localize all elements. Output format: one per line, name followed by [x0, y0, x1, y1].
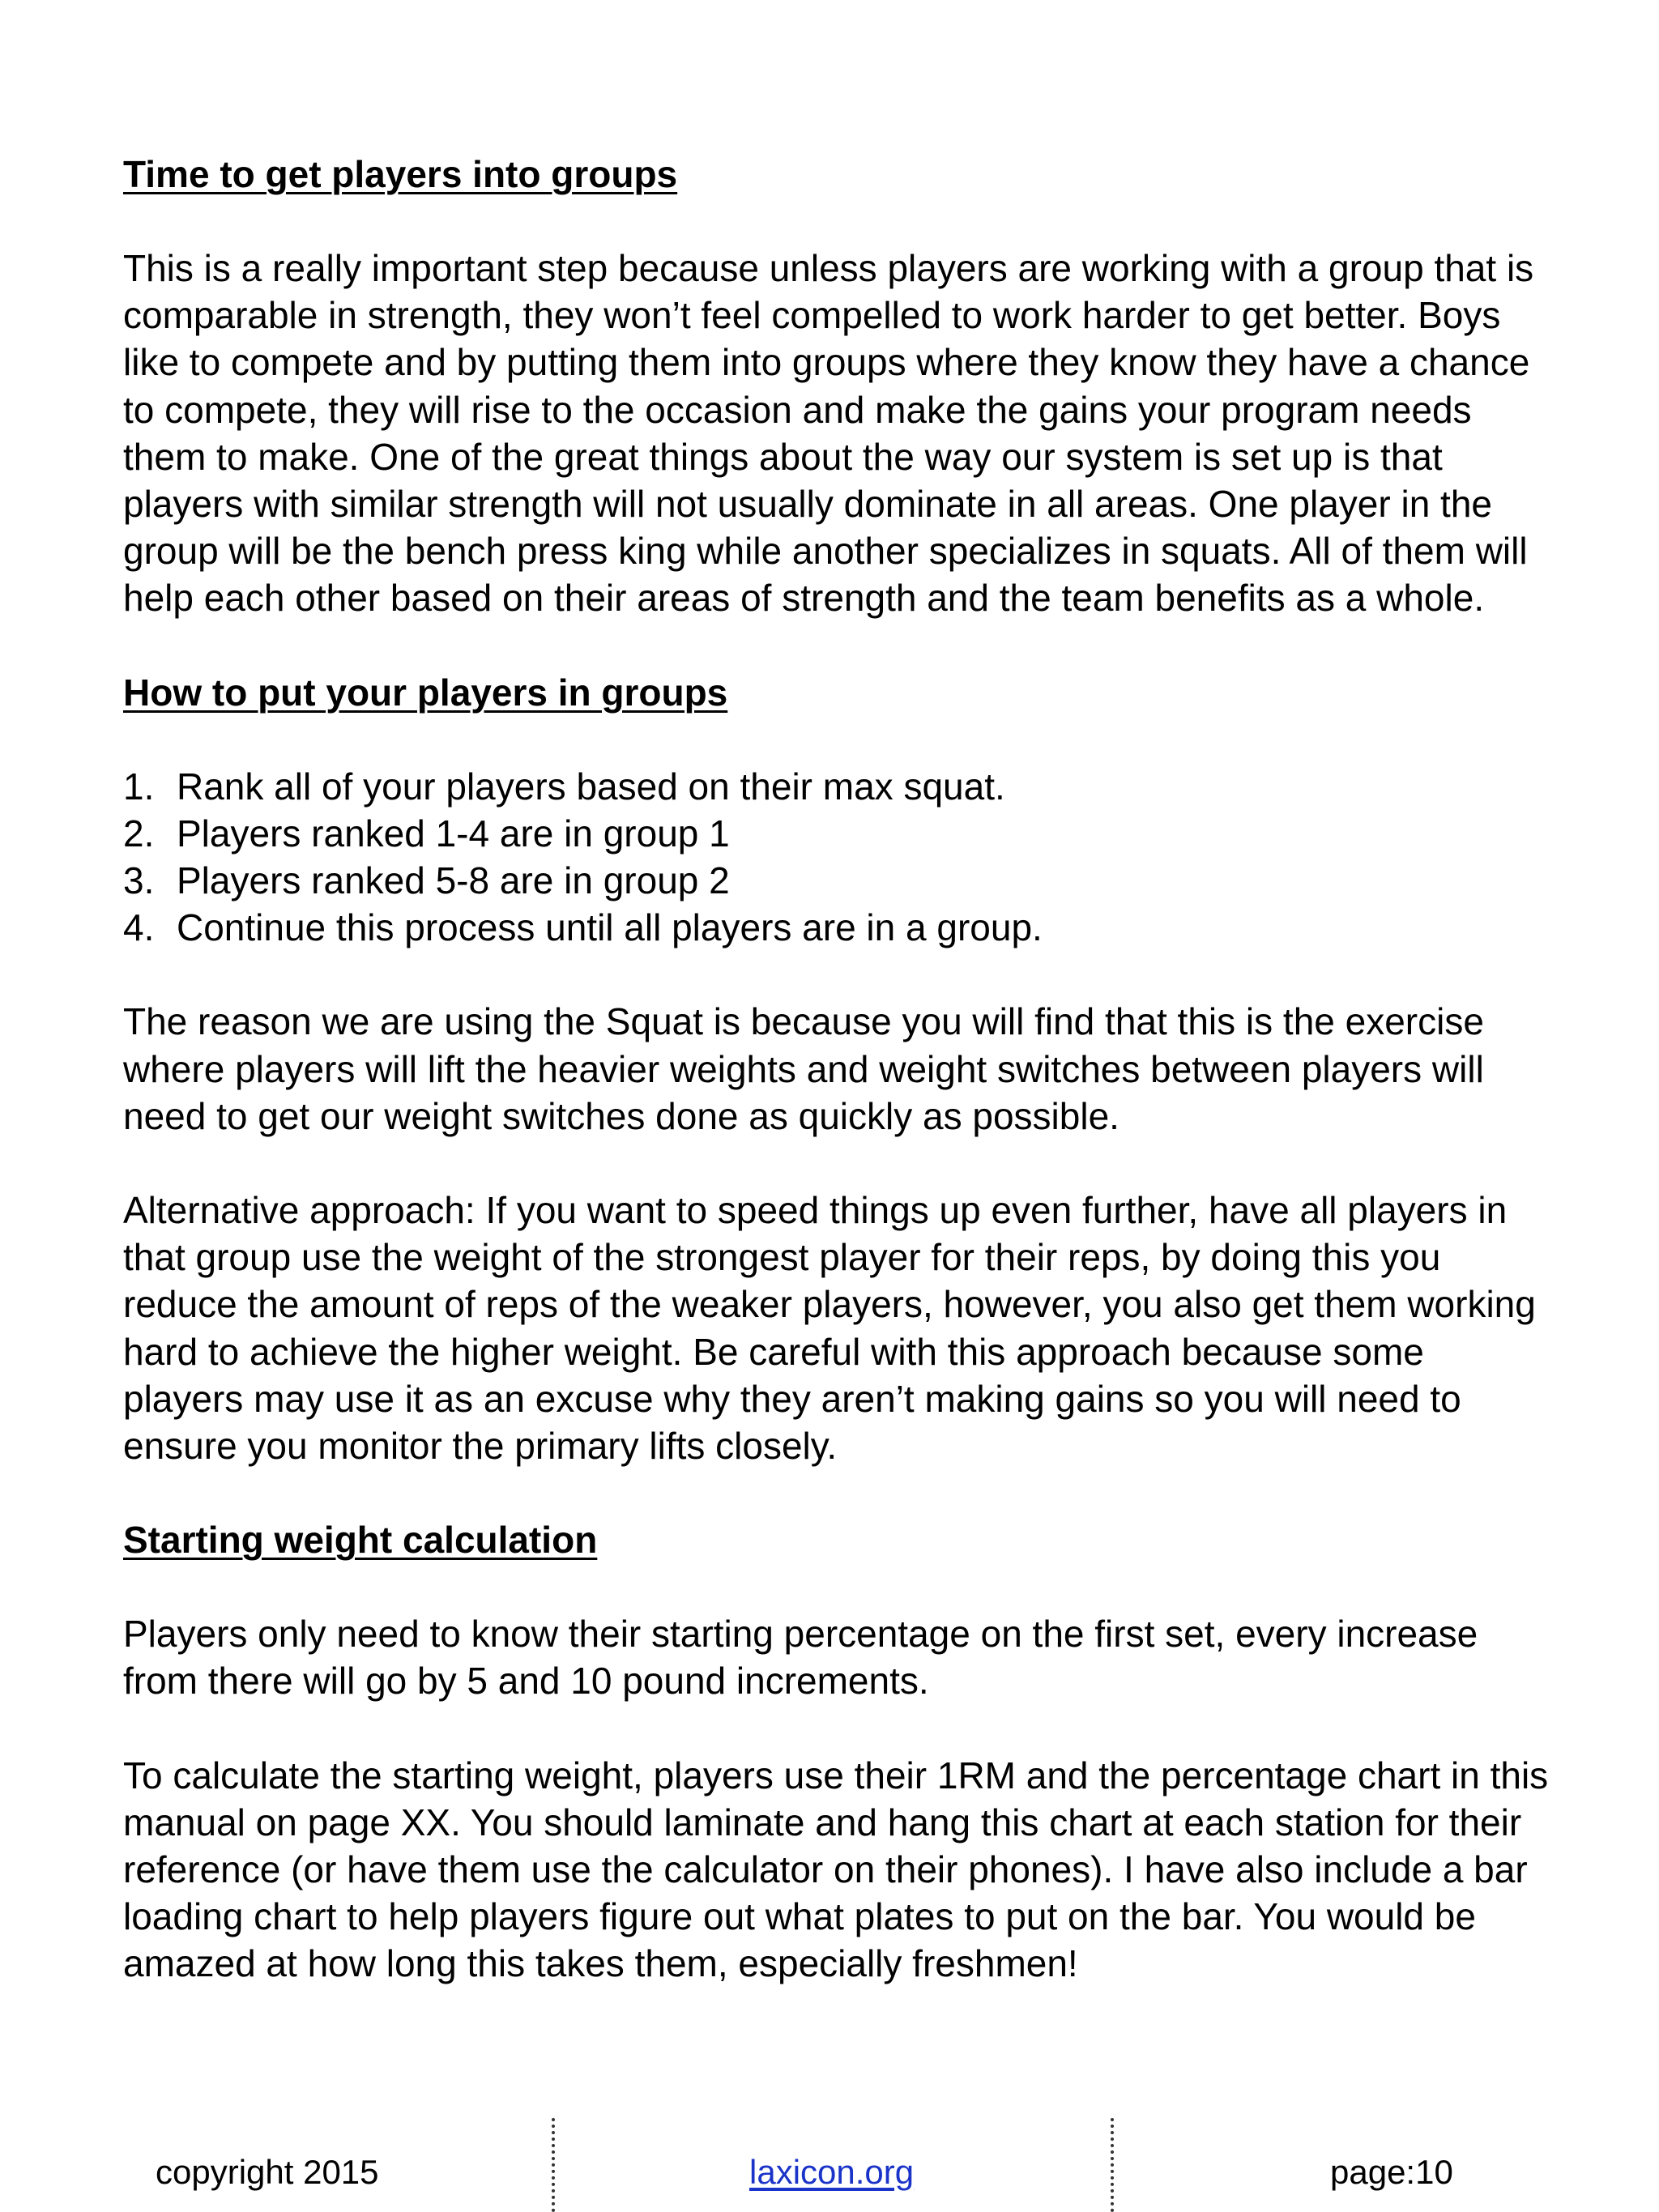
list-item: 4. Continue this process until all players are in a group.	[123, 906, 1043, 949]
paragraph-starting-percentage: Players only need to know their starting percentage on the first set, every increase from there will go by 5 and 10 pound increments.	[123, 1613, 1478, 1703]
list-item: 2. Players ranked 1-4 are in group 1	[123, 812, 730, 855]
page-footer	[0, 2118, 1659, 2212]
document-body	[123, 151, 1549, 1988]
paragraph-calculate-weight: To calculate the starting weight, players use their 1RM and the percentage chart in this manual on page XX. You should laminate and hang this chart at each station for their reference (or have them use the calculator on their phones). I have also include a bar loading chart to help players figure out what plates to put on the bar. You would be amazed at how long this takes them, especially freshmen!	[123, 1754, 1549, 1985]
footer-divider	[1111, 2118, 1114, 2212]
paragraph-alternative-approach: Alternative approach: If you want to speed things up even further, have all players in that group use the weight of the strongest player for their reps, by doing this you reduce the amount of reps of the weaker players, however, you also get them working hard to achieve the higher weight. Be careful with this approach because some players may use it as an excuse why they aren’t making gains so you will need to ensure you monitor the primary lifts closely.	[123, 1189, 1536, 1468]
section-heading-starting-weight: Starting weight calculation	[123, 1519, 598, 1562]
copyright-text: copyright 2015	[156, 2153, 379, 2191]
paragraph-squat-reason: The reason we are using the Squat is because you will find that this is the exercise where players will lift the heavier weights and weight switches between players will need to get our weight switches done as quickly as possible.	[123, 1000, 1484, 1137]
list-item: 1. Rank all of your players based on their max squat.	[123, 765, 1005, 808]
list-item: 3. Players ranked 5-8 are in group 2	[123, 859, 730, 902]
page-number: page:10	[1330, 2153, 1453, 2191]
paragraph-groups-intro: This is a really important step because unless players are working with a group that is comparable in strength, they won’t feel compelled to work harder to get better. Boys like to compete and by putting them into groups where they know they have a chance to compete, they will rise to the occasion and make the gains your program needs them to make. One of the great things about the way our system is set up is that players with similar strength will not usually dominate in all areas. One player in the group will be the bench press king while another specializes in squats. All of them will help each other based on their areas of strength and the team benefits as a whole.	[123, 247, 1534, 620]
grouping-steps-list	[123, 763, 1549, 952]
footer-divider	[552, 2118, 555, 2212]
footer-link[interactable]: laxicon.org	[749, 2153, 915, 2191]
section-heading-how-to-group: How to put your players in groups	[123, 671, 728, 714]
section-heading-groups: Time to get players into groups	[123, 153, 678, 195]
